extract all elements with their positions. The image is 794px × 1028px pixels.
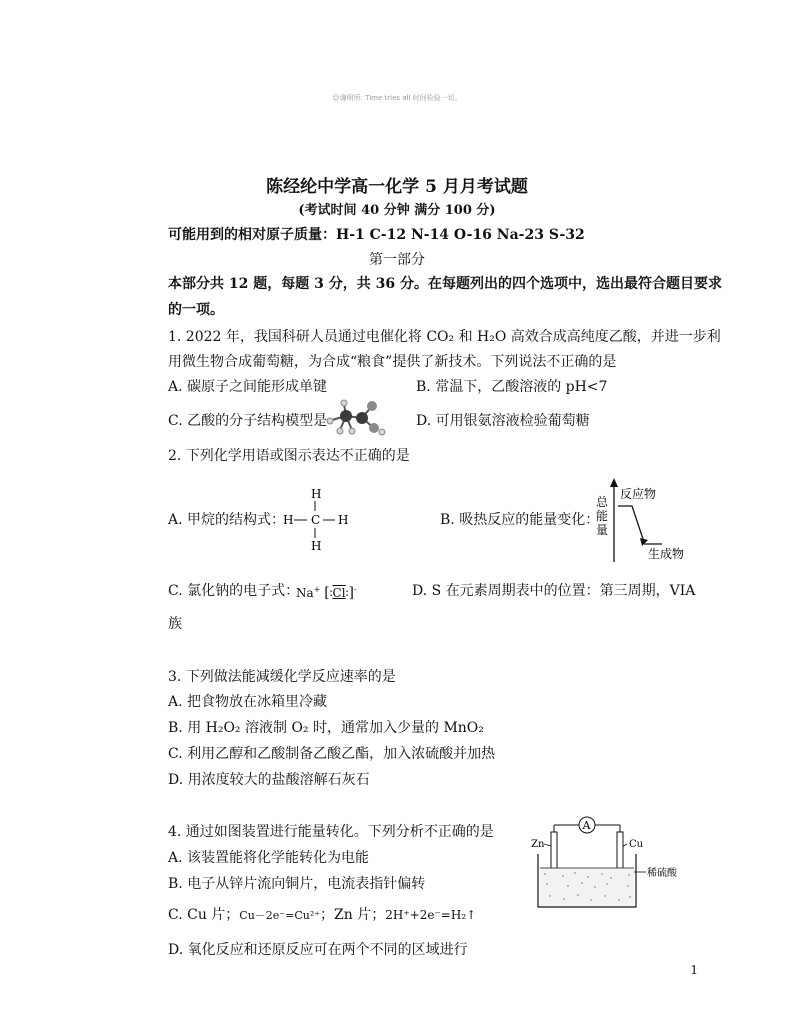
- q3-option-b: B. 用 H₂O₂ 溶液制 O₂ 时，通常加入少量的 MnO₂: [168, 720, 484, 736]
- q2-option-d-line2: 族: [168, 616, 182, 632]
- q4-c-h-equation: 2H⁺+2e⁻=H₂↑: [385, 908, 477, 922]
- q4-option-d: D. 氧化反应和还原反应可在两个不同的区域进行: [168, 942, 468, 958]
- q2-option-b: B. 吸热反应的能量变化：: [440, 512, 600, 528]
- header-watermark: ☺谦明所: Time tries all 时间检验一切。: [332, 94, 462, 102]
- q4-option-c: [168, 905, 476, 926]
- galvanic-cell-apparatus: [528, 816, 677, 912]
- q3-option-d: D. 用浓度较大的盐酸溶解石灰石: [168, 772, 370, 788]
- methane-h-bottom: H: [311, 539, 322, 553]
- q1-stem-line2: 用微生物合成葡萄糖，为合成“粮食”提供了新技术。下列说法不正确的是: [168, 354, 617, 370]
- energy-reactant-label: 反应物: [620, 487, 657, 501]
- methane-h-top: H: [311, 487, 322, 501]
- q3-option-c: C. 利用乙醇和乙酸制备乙酸乙酯，加入浓硫酸并加热: [168, 746, 496, 762]
- energy-axis-char-3: 量: [596, 523, 609, 537]
- q4-c-mid: ；Zn 片；: [320, 907, 386, 923]
- energy-product-label: 生成物: [648, 547, 685, 561]
- exam-subtitle: (考试时间 40 分钟 满分 100 分): [298, 203, 496, 218]
- atomic-masses: 可能用到的相对原子质量：H-1 C-12 N-14 O-16 Na-23 S-32: [168, 227, 585, 243]
- q2-option-a: A. 甲烷的结构式：: [168, 512, 286, 528]
- methane-structural-formula: [280, 484, 352, 556]
- cl-symbol: Cl: [332, 586, 346, 600]
- methane-h-right: H: [338, 513, 349, 527]
- q3-option-a: A. 把食物放在冰箱里冷藏: [168, 694, 328, 710]
- methane-h-left: H: [283, 513, 294, 527]
- q1-option-c: C. 乙酸的分子结构模型是: [168, 413, 328, 429]
- endothermic-energy-diagram: [592, 476, 702, 566]
- part-instructions-line2: 的一项。: [168, 302, 224, 318]
- methane-c: C: [311, 513, 321, 527]
- q2-option-d-line1: D. S 在元素周期表中的位置：第三周期，VIA: [412, 583, 696, 599]
- energy-axis-char-2: 能: [596, 509, 609, 523]
- q2-stem: 2. 下列化学用语或图示表达不正确的是: [168, 448, 410, 464]
- q4-option-b: B. 电子从锌片流向铜片，电流表指针偏转: [168, 876, 426, 892]
- acetic-acid-model-image: [322, 398, 388, 438]
- q1-option-a: A. 碳原子之间能形成单键: [168, 379, 328, 395]
- q3-stem: 3. 下列做法能减缓化学反应速率的是: [168, 669, 396, 685]
- part-instructions-line1: 本部分共 12 题，每题 3 分，共 36 分。在每题列出的四个选项中，选出最符合题目要求: [168, 276, 722, 292]
- q4-c-cu-equation: Cu－2e⁻=Cu²⁺: [239, 909, 321, 922]
- q4-option-a: A. 该装置能将化学能转化为电能: [168, 850, 370, 866]
- energy-axis-char-1: 总: [596, 495, 609, 509]
- cu-electrode-label: Cu: [629, 839, 644, 850]
- q1-option-d: D. 可用银氨溶液检验葡萄糖: [416, 413, 590, 429]
- q4-stem: 4. 通过如图装置进行能量转化。下列分析不正确的是: [168, 824, 494, 840]
- part-title: 第一部分: [369, 252, 425, 268]
- na-charge: +: [313, 585, 321, 594]
- exam-title: 陈经纶中学高一化学 5 月月考试题: [266, 177, 528, 197]
- cl-charge: -: [353, 585, 357, 594]
- page-number: 1: [690, 963, 698, 977]
- dilute-sulfuric-acid-label: 稀硫酸: [647, 868, 677, 879]
- zn-electrode-label: Zn: [531, 839, 545, 850]
- na-symbol: Na: [296, 586, 314, 600]
- ammeter-label: A: [582, 819, 591, 832]
- nacl-electron-formula: Na+ [∶Cl∶]-: [296, 585, 357, 601]
- q1-stem-line1: 1. 2022 年，我国科研人员通过电催化将 CO₂ 和 H₂O 高效合成高纯度乙酸，并进一步利: [168, 329, 721, 345]
- q1-option-b: B. 常温下，乙酸溶液的 pH<7: [416, 379, 608, 395]
- q2-option-c: C. 氯化钠的电子式：: [168, 583, 300, 599]
- q4-c-prefix: C. Cu 片；: [168, 907, 240, 923]
